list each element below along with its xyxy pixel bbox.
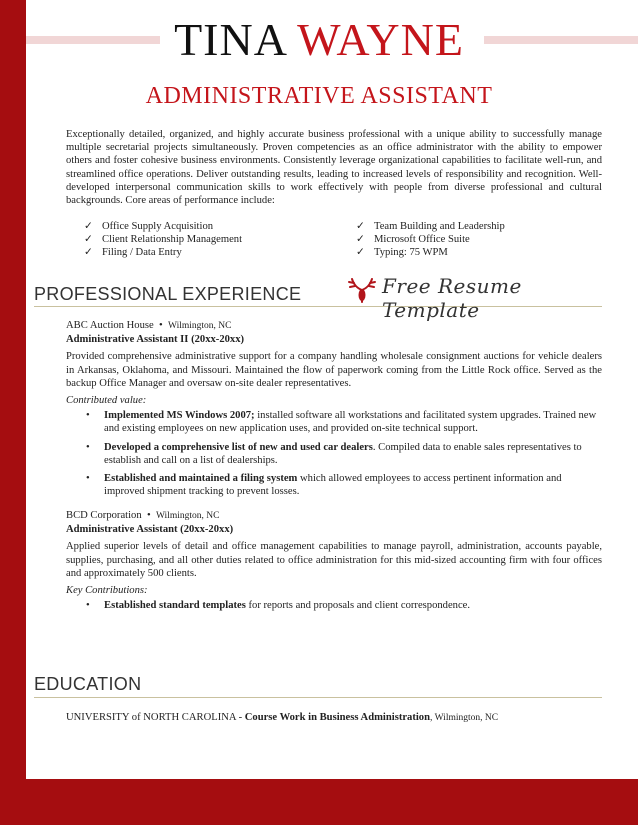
contribution-item: • Established and maintained a filing system which allowed employees to access pertinent information and improved shipment tracking to prevent losses. [86,473,562,498]
skill-item: ✓ Typing: 75 WPM [356,247,448,258]
contribution-item: • Established standard templates for reports and proposals and client correspondence. [86,600,471,612]
last-name: WAYNE [297,14,464,65]
check-icon: ✓ [84,221,93,232]
program-name: Course Work in Business Administration [244,712,431,723]
watermark [346,274,616,322]
experience-heading: PROFESSIONAL EXPERIENCE [34,284,302,304]
summary-paragraph: Exceptionally detailed, organized, and highly accurate business professional with a unique ability to successfully manage multiple secretarial projects simultaneously. Proven competencies as an office administrator with the ability to empower others and foster cohesive business environments. Consistently leverage organizational capabilities to facilitate well-run, and streamlined office operations. Deliver outstanding results, leading to increased levels of responsibility and recognition. Well-developed interpersonal communication skills to work effectively with people from diverse professional and cultural backgrounds. Core areas of performance include: [66,129,602,207]
bullet-icon: • [86,600,90,612]
company-line: BCD Corporation • Wilmington, NC [66,510,220,521]
check-icon: ✓ [84,247,93,258]
job-role: Administrative Assistant (20xx-20xx) [66,524,234,536]
skills-column-1 [84,220,344,259]
check-icon: ✓ [356,221,365,232]
job-title: ADMINISTRATIVE ASSISTANT [145,83,493,109]
left-accent-bar [0,0,26,825]
company-name: BCD Corporation [66,510,142,521]
check-icon: ✓ [356,234,365,245]
job-entry-1 [66,319,602,503]
school-location: , Wilmington, NC [430,713,499,723]
skill-item: ✓ Office Supply Acquisition [84,221,214,232]
job-description: Applied superior levels of detail and office management capabilities to manage payroll, administration, accounts payable, supplies, purchasing, and all other duties related to office administration for this mid-sized accounting firm with four offices and approximately 500 clients. [66,541,602,579]
company-name: ABC Auction House [66,320,154,331]
education-entry: UNIVERSITY of NORTH CAROLINA - Course Work in Business Administration, Wilmington, NC [66,712,499,723]
contributions-list [66,409,602,498]
contributions-label: Key Contributions: [66,585,148,597]
company-location: Wilmington, NC [155,511,220,521]
check-icon: ✓ [84,234,93,245]
contribution-item: • Developed a comprehensive list of new and used car dealers. Compiled data to enable sales representatives to establish and call on a list of dealerships. [86,441,582,466]
bullet-icon: • [86,410,90,422]
first-name: TINA [174,14,286,65]
bottom-accent-bar [0,779,638,825]
bullet-icon: • [86,473,90,485]
job-role: Administrative Assistant II (20xx-20xx) [66,334,245,346]
candidate-name [0,12,638,68]
contribution-item: • Implemented MS Windows 2007; installed software all workstations and facilitated system upgrades. Trained new and existing employees on new application uses, and provided on-site technical support. [86,410,597,435]
skill-item: ✓ Client Relationship Management [84,234,243,245]
job-description: Provided comprehensive administrative support for a company handling wholesale consignment auctions for vehicle dealers in Arkansas, Oklahoma, and Missouri. Maintained the flow of paperwork coming from the Little Rock office. Served as the backup Office Manager and oversaw on-site dealer representatives. [66,351,602,389]
education-rule [34,697,602,698]
contributions-list [66,599,602,612]
contributions-label: Contributed value: [66,395,147,407]
bullet-icon: • [86,441,90,453]
deer-antlers-icon [346,276,378,304]
company-line: ABC Auction House • Wilmington, NC [66,320,232,331]
school-name: UNIVERSITY of NORTH CAROLINA [66,712,236,723]
check-icon: ✓ [356,247,365,258]
skill-item: ✓ Microsoft Office Suite [356,234,470,245]
job-entry-2 [66,509,602,617]
skill-item: ✓ Filing / Data Entry [84,247,182,258]
company-location: Wilmington, NC [168,321,232,331]
education-heading: EDUCATION [34,674,142,694]
watermark-text: Free Resume Template [382,274,522,322]
skill-item: ✓ Team Building and Leadership [356,221,505,232]
skills-column-2 [356,220,616,259]
